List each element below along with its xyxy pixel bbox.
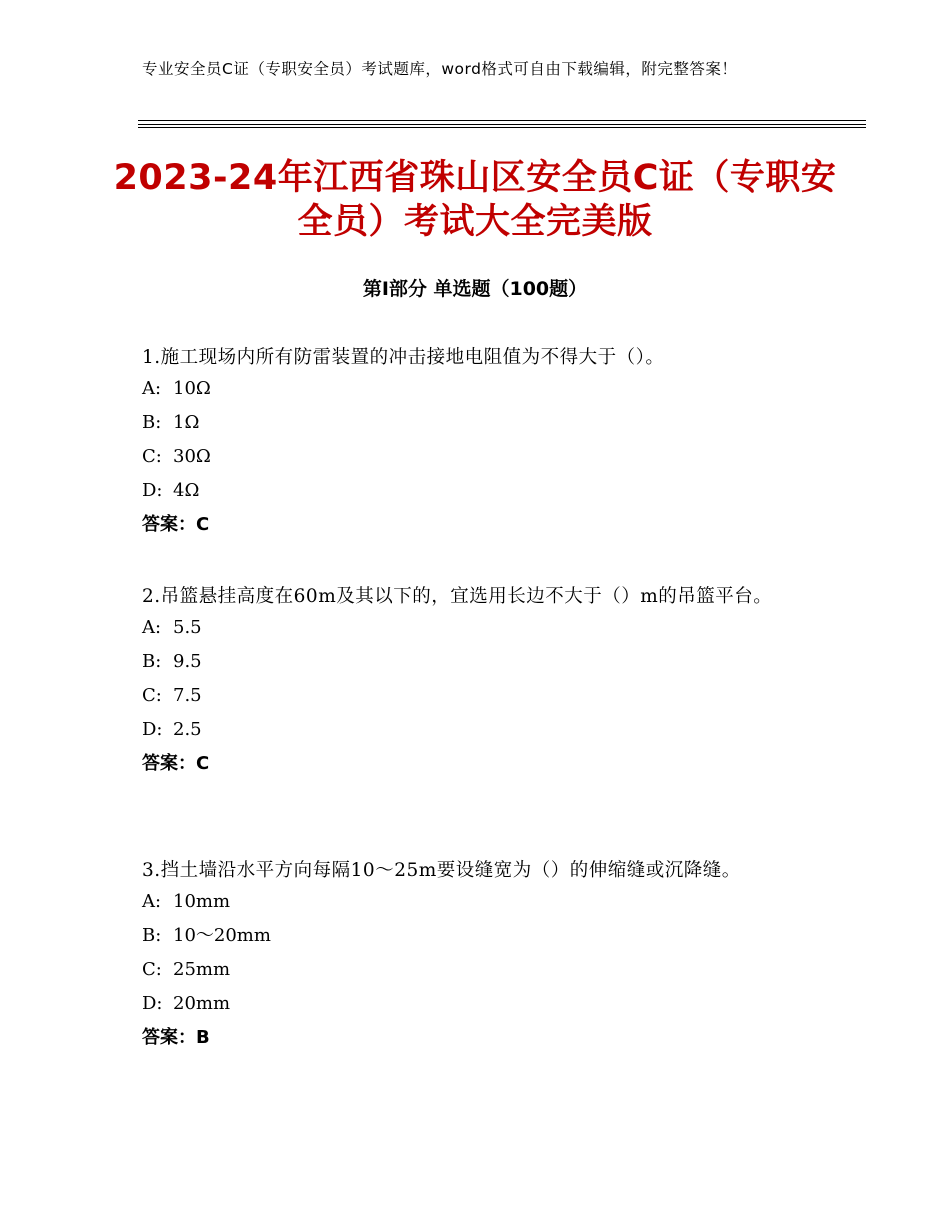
- option-text: 9.5: [173, 651, 202, 672]
- option-text: 10～20mm: [173, 925, 271, 946]
- question-3: [142, 856, 822, 1055]
- option-text: 1Ω: [173, 412, 200, 433]
- option-b: [142, 406, 822, 440]
- page-header: 专业安全员C证（专职安全员）考试题库，word格式可自由下载编辑，附完整答案！: [142, 60, 738, 78]
- option-c: [142, 440, 822, 474]
- option-b: [142, 919, 822, 953]
- answer: 答案：C: [142, 514, 210, 535]
- option-text: 2.5: [173, 719, 202, 740]
- header-rule-middle: [138, 124, 866, 125]
- option-key: A:: [142, 378, 162, 399]
- option-text: 10mm: [173, 891, 231, 912]
- option-text: 25mm: [173, 959, 231, 980]
- option-key: B:: [142, 925, 162, 946]
- option-a: [142, 611, 822, 645]
- option-c: [142, 679, 822, 713]
- document-title: [100, 156, 850, 244]
- document-title-line-1: 2023-24年江西省珠山区安全员C证（专职安: [113, 158, 837, 198]
- option-text: 20mm: [173, 993, 231, 1014]
- option-text: 7.5: [173, 685, 202, 706]
- option-key: D:: [142, 480, 163, 501]
- question-2: [142, 582, 822, 781]
- option-d: [142, 713, 822, 747]
- option-key: A:: [142, 891, 162, 912]
- option-text: 30Ω: [173, 446, 211, 467]
- option-text: 5.5: [173, 617, 202, 638]
- option-key: C:: [142, 685, 162, 706]
- option-key: D:: [142, 719, 163, 740]
- option-key: B:: [142, 412, 162, 433]
- option-key: B:: [142, 651, 162, 672]
- option-a: [142, 372, 822, 406]
- option-key: C:: [142, 446, 162, 467]
- option-key: D:: [142, 993, 163, 1014]
- option-d: [142, 474, 822, 508]
- question-stem: 2.吊篮悬挂高度在60m及其以下的，宜选用长边不大于（）m的吊篮平台。: [142, 586, 773, 607]
- question-1: [142, 343, 822, 542]
- header-rule-top: [138, 120, 866, 121]
- option-a: [142, 885, 822, 919]
- option-key: A:: [142, 617, 162, 638]
- section-title: 第Ⅰ部分 单选题（100题）: [362, 278, 588, 300]
- answer: 答案：B: [142, 1027, 210, 1048]
- answer: 答案：C: [142, 753, 210, 774]
- document-title-line-2: 全员）考试大全完美版: [297, 202, 653, 242]
- header-rule-bottom: [138, 127, 866, 128]
- option-b: [142, 645, 822, 679]
- question-stem: 3.挡土墙沿水平方向每隔10～25m要设缝宽为（）的伸缩缝或沉降缝。: [142, 860, 741, 881]
- option-key: C:: [142, 959, 162, 980]
- option-c: [142, 953, 822, 987]
- option-text: 4Ω: [173, 480, 200, 501]
- option-d: [142, 987, 822, 1021]
- question-stem: 1.施工现场内所有防雷装置的冲击接地电阻值为不得大于（）。: [142, 347, 665, 368]
- option-text: 10Ω: [173, 378, 211, 399]
